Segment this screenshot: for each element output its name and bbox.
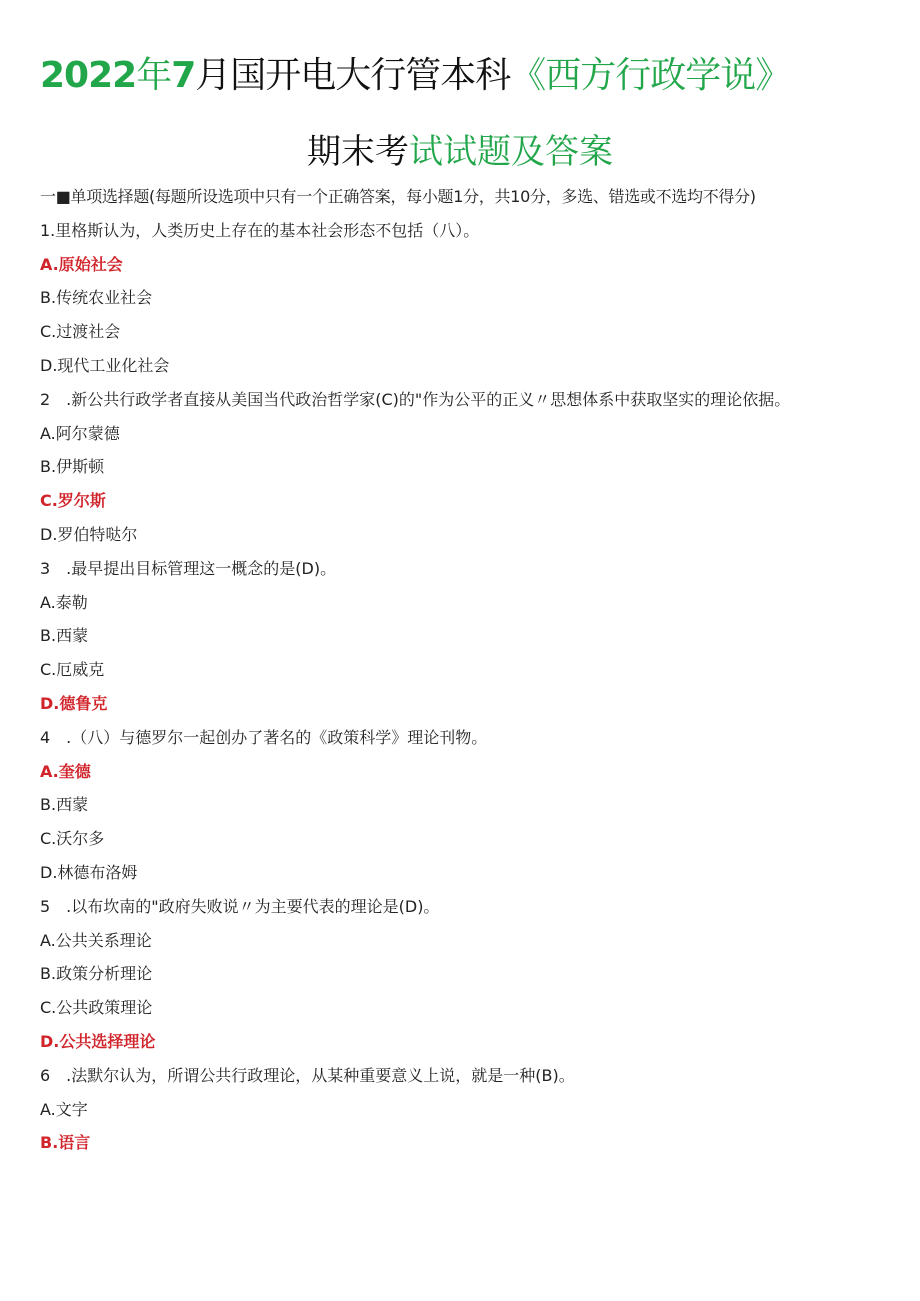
option-line: B.西蒙 (40, 795, 89, 815)
section-header: 一■单项选择题(每题所设选项中只有一个正确答案，每小题1分，共10分，多选、错选或不选均不得分) (40, 187, 756, 206)
document-title-line1 (40, 48, 900, 104)
answer-option: B.语言 (40, 1133, 91, 1153)
option-line: C.沃尔多 (40, 829, 105, 849)
question-line: 6 .法默尔认为，所谓公共行政理论，从某种重要意义上说，就是一种(B)。 (40, 1065, 575, 1085)
title-nian: 年 (136, 55, 172, 96)
title-month: 7 (171, 55, 196, 96)
option-line: A.文字 (40, 1099, 88, 1119)
option-line: C.厄威克 (40, 660, 105, 680)
option-line: A.公共关系理论 (40, 930, 152, 950)
option-line: B.西蒙 (40, 626, 89, 646)
answer-option: D.公共选择理论 (40, 1031, 156, 1051)
title-line2-part2: 试试题及答案 (409, 132, 613, 172)
question-line: 1.里格斯认为，人类历史上存在的基本社会形态不包括（八）。 (40, 220, 480, 240)
option-line: B.伊斯顿 (40, 457, 105, 477)
option-line: B.政策分析理论 (40, 964, 153, 984)
question-line: 2 .新公共行政学者直接从美国当代政治哲学家(C)的"作为公平的正义〃思想体系中获取坚实的理论依据。 (40, 389, 791, 409)
answer-option: A.原始社会 (40, 254, 123, 274)
title-year: 2022 (40, 55, 137, 96)
answer-option: C.罗尔斯 (40, 491, 106, 511)
answer-option: A.奎德 (40, 761, 91, 781)
question-lines (40, 214, 900, 1160)
title-mid: 月国开电大行管本科 (195, 55, 511, 96)
title-line2-part1: 期末考 (307, 132, 409, 172)
option-line: B.传统农业社会 (40, 288, 153, 308)
question-line: 4 .（八）与德罗尔一起创办了著名的《政策科学》理论刊物。 (40, 727, 488, 747)
option-line: D.现代工业化社会 (40, 355, 170, 375)
option-line: A.泰勒 (40, 592, 88, 612)
title-course: 《西方行政学说》 (510, 55, 791, 96)
document-title-line2 (0, 124, 920, 180)
option-line: C.过渡社会 (40, 322, 121, 342)
question-line: 5 .以布坎南的"政府失败说〃为主要代表的理论是(D)。 (40, 896, 440, 916)
option-line: A.阿尔蒙德 (40, 423, 120, 443)
option-line: D.林德布洛姆 (40, 862, 138, 882)
option-line: D.罗伯特哒尔 (40, 524, 138, 544)
option-line: C.公共政策理论 (40, 998, 153, 1018)
question-line: 3 .最早提出目标管理这一概念的是(D)。 (40, 558, 337, 578)
answer-option: D.德鲁克 (40, 693, 108, 713)
question-content (40, 180, 900, 1160)
